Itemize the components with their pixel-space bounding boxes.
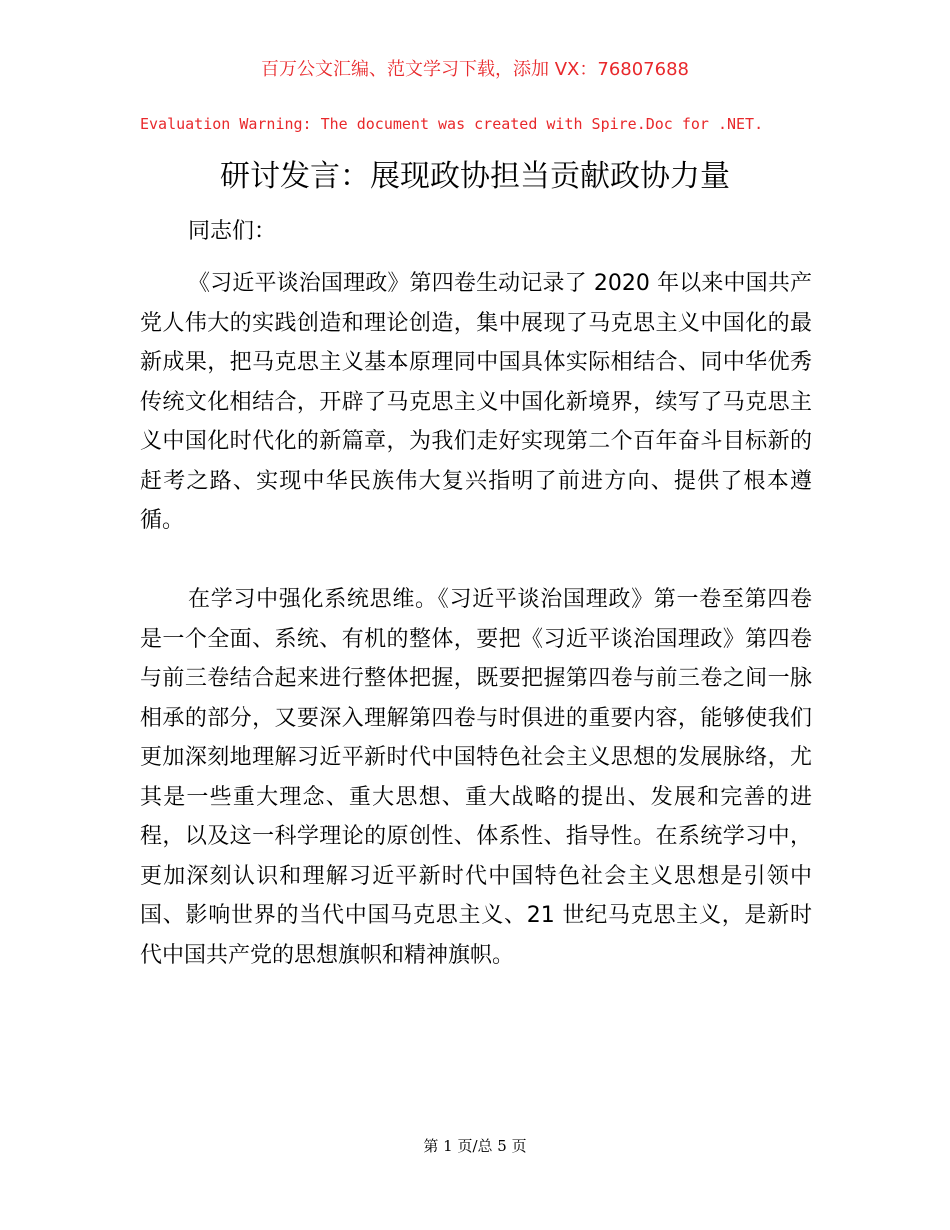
- paragraph-1: 《习近平谈治国理政》第四卷生动记录了 2020 年以来中国共产党人伟大的实践创造和理论创造，集中展现了马克思主义中国化的最新成果，把马克思主义基本原理同中国具体实际相结合、同中华优秀传统文化相结合，开辟了马克思主义中国化新境界，续写了马克思主义中国化时代化的新篇章，为我们走好实现第二个百年奋斗目标新的赶考之路、实现中华民族伟大复兴指明了前进方向、提供了根本遵循。: [140, 271, 812, 533]
- paragraph-2: 在学习中强化系统思维。《习近平谈治国理政》第一卷至第四卷是一个全面、系统、有机的整体，要把《习近平谈治国理政》第四卷与前三卷结合起来进行整体把握，既要把握第四卷与前三卷之间一脉相承的部分，又要深入理解第四卷与时俱进的重要内容，能够使我们更加深刻地理解习近平新时代中国特色社会主义思想的发展脉络，尤其是一些重大理念、重大思想、重大战略的提出、发展和完善的进程，以及这一科学理论的原创性、体系性、指导性。在系统学习中，更加深刻认识和理解习近平新时代中国特色社会主义思想是引领中国、影响世界的当代中国马克思主义、21 世纪马克思主义，是新时代中国共产党的思想旗帜和精神旗帜。: [140, 587, 812, 968]
- promo-banner: 百万公文汇编、范文学习下载，添加 VX：76807688: [261, 59, 689, 80]
- evaluation-warning: Evaluation Warning: The document was created with Spire.Doc for .NET.: [140, 115, 764, 133]
- salutation: 同志们：: [188, 219, 277, 244]
- document-title: 研讨发言：展现政协担当贡献政协力量: [220, 159, 730, 194]
- page-number-footer: 第 1 页/总 5 页: [423, 1137, 527, 1155]
